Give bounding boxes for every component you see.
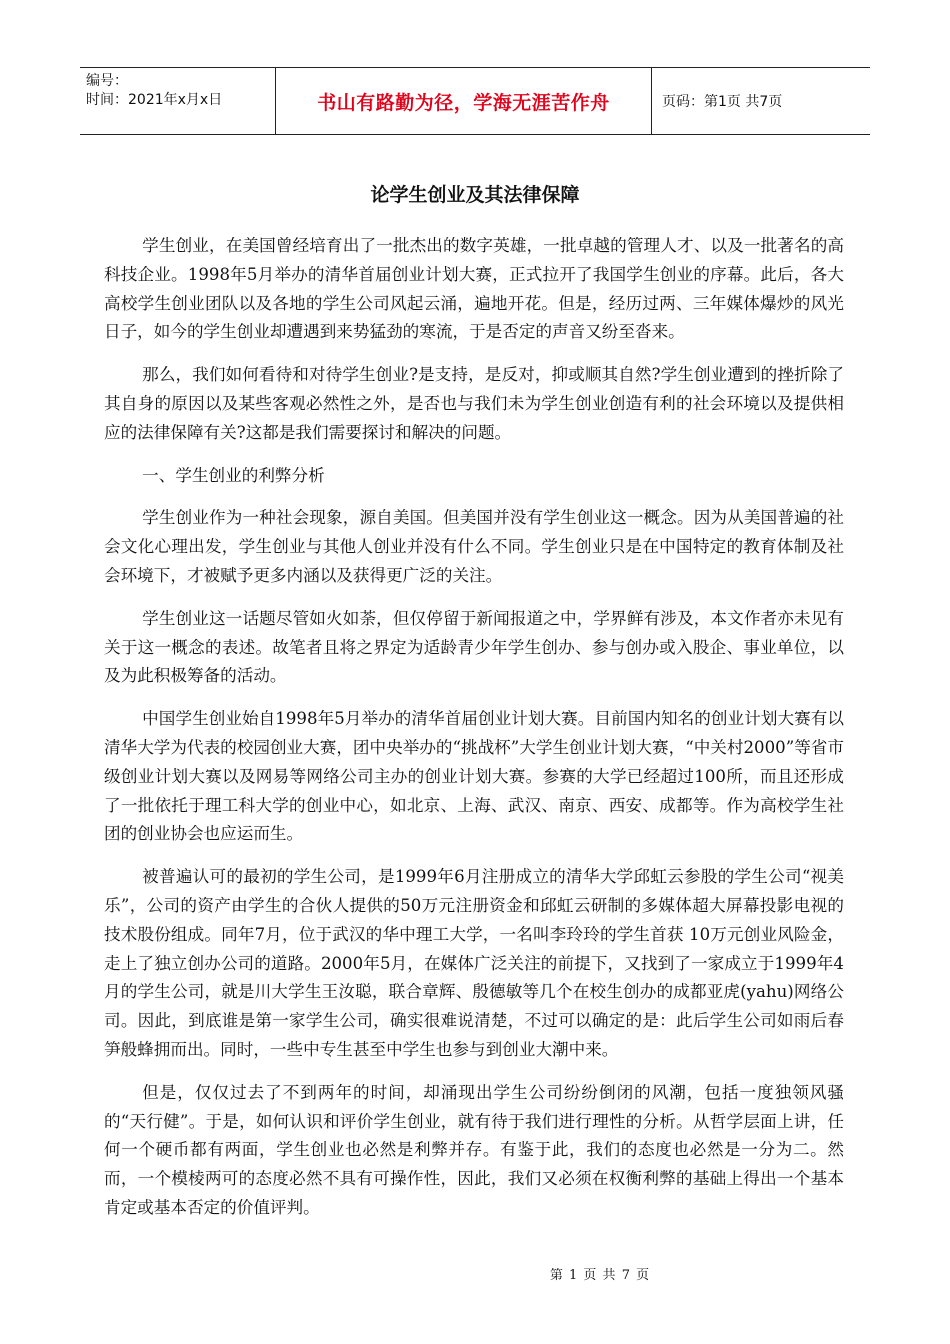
paragraph: 那么，我们如何看待和对待学生创业?是支持，是反对，抑或顺其自然?学生创业遭到的挫折除了其自身的原因以及某些客观必然性之外，是否也与我们未为学生创业创造有利的社会环境以及提供相应的法律保障有关?这都是我们需要探讨和解决的问题。	[104, 365, 844, 442]
page-number-footer: 第 1 页 共 7 页	[549, 1268, 651, 1283]
document-body	[104, 232, 844, 1237]
paragraph: 但是，仅仅过去了不到两年的时间，却涌现出学生公司纷纷倒闭的风潮，包括一度独领风骚的“天行健”。于是，如何认识和评价学生创业，就有待于我们进行理性的分析。从哲学层面上讲，任何一个硬币都有两面，学生创业也必然是利弊并存。有鉴于此，我们的态度也必然是一分为二。然而，一个模棱两可的态度必然不具有可操作性，因此，我们又必须在权衡利弊的基础上得出一个基本肯定或基本否定的价值评判。	[104, 1082, 844, 1217]
number-label: 编号：	[86, 73, 128, 89]
paragraph: 学生创业，在美国曾经培育出了一批杰出的数字英雄，一批卓越的管理人才、以及一批著名的高科技企业。1998年5月举办的清华首届创业计划大赛，正式拉开了我国学生创业的序幕。此后，各大高校学生创业团队以及各地的学生公司风起云涌，遍地开花。但是，经历过两、三年媒体爆炒的风光日子，如今的学生创业却遭遇到来势猛劲的寒流，于是否定的声音又纷至沓来。	[104, 236, 844, 342]
time-label: 时间：2021年x月x日	[86, 92, 223, 108]
paragraph: 学生创业这一话题尽管如火如荼，但仅停留于新闻报道之中，学界鲜有涉及，本文作者亦未见有关于这一概念的表述。故笔者且将之界定为适龄青少年学生创办、参与创办或入股企、事业单位，以及为此积极筹备的活动。	[104, 608, 844, 686]
paragraph: 中国学生创业始自1998年5月举办的清华首届创业计划大赛。目前国内知名的创业计划大赛有以清华大学为代表的校园创业大赛，团中央举办的“挑战杯”大学生创业计划大赛，“中关村2000”等省市级创业计划大赛以及网易等网络公司主办的创业计划大赛。参赛的大学已经超过100所，而且还形成了一批依托于理工科大学的创业中心，如北京、上海、武汉、南京、西安、成都等。作为高校学生社团的创业协会也应运而生。	[104, 709, 844, 844]
document-title: 论学生创业及其法律保障	[370, 184, 580, 206]
header-table	[80, 67, 870, 135]
header-page-info: 页码：第1页 共7页	[662, 94, 783, 110]
header-meta	[80, 68, 276, 134]
header-motto: 书山有路勤为径，学海无涯苦作舟	[276, 68, 652, 134]
paragraph: 被普遍认可的最初的学生公司，是1999年6月注册成立的清华大学邱虹云参股的学生公司“视美乐”，公司的资产由学生的合伙人提供的50万元注册资金和邱虹云研制的多媒体超大屏幕投影电视的技术股份组成。同年7月，位于武汉的华中理工大学，一名叫李玲玲的学生首获 10万元创业风险金，走上了独立创办公司的道路。2000年5月，在媒体广泛关注的前提下，又找到了一家成立于1999年4月的学生公司，就是川大学生王汝聪，联合章辉、殷德敏等几个在校生创办的成都亚虎(yahu)网络公司。因此，到底谁是第一家学生公司，确实很难说清楚，不过可以确定的是：此后学生公司如雨后春笋般蜂拥而出。同时，一些中专生甚至中学生也参与到创业大潮中来。	[104, 867, 844, 1059]
paragraph: 学生创业作为一种社会现象，源自美国。但美国并没有学生创业这一概念。因为从美国普遍的社会文化心理出发，学生创业与其他人创业并没有什么不同。学生创业只是在中国特定的教育体制及社会环境下，才被赋予更多内涵以及获得更广泛的关注。	[104, 508, 844, 585]
section-heading: 一、学生创业的利弊分析	[142, 465, 325, 485]
page-footer	[0, 1264, 950, 1283]
